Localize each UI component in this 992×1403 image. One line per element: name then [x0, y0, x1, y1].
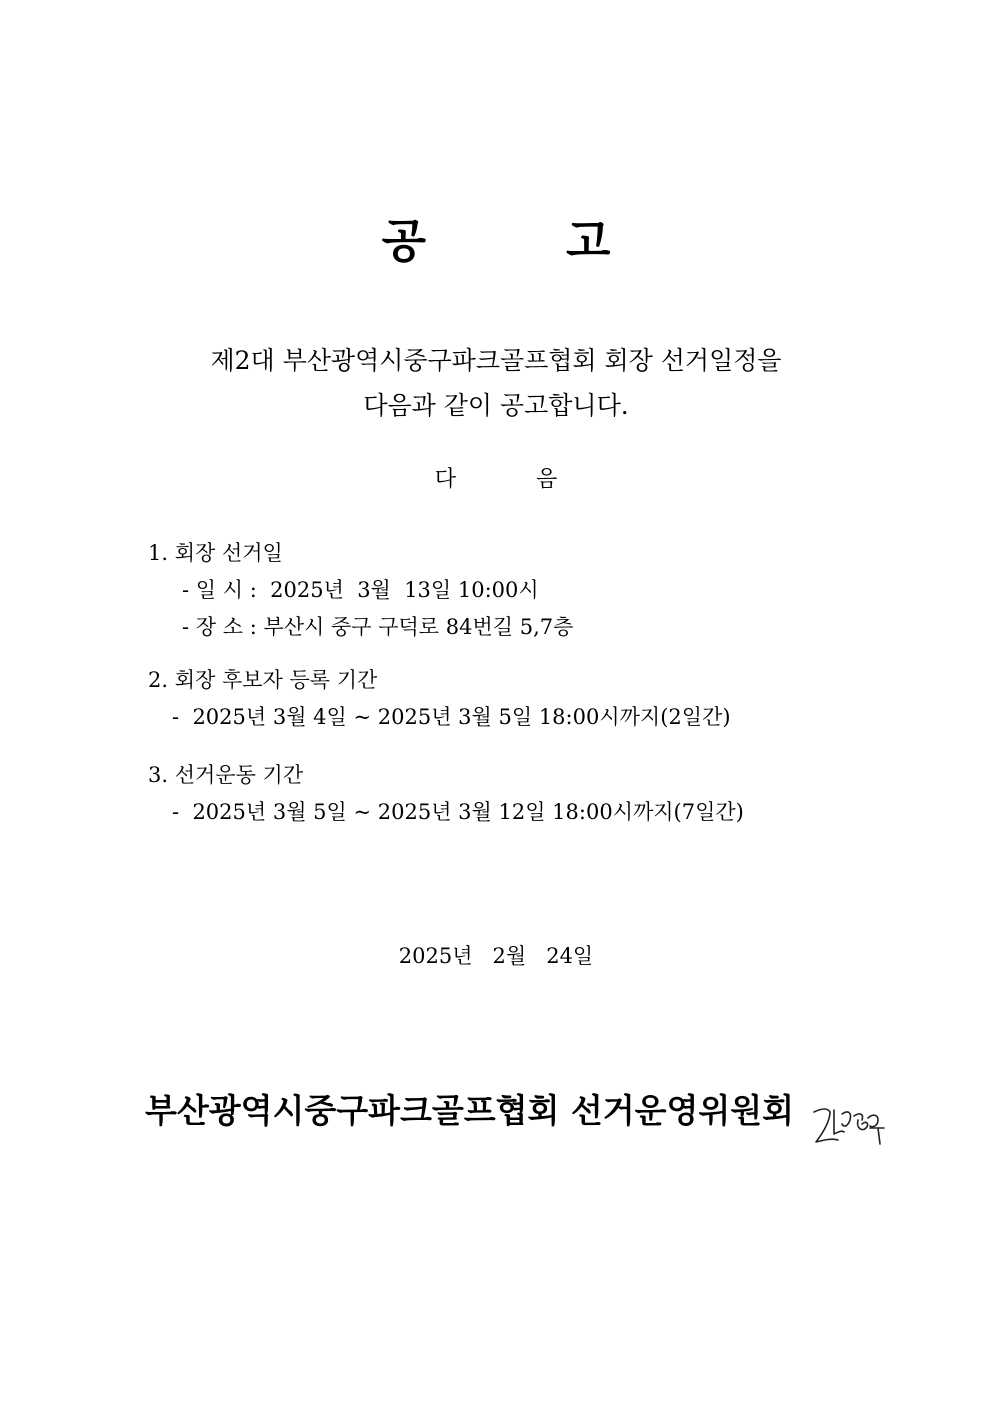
section-heading: 1. 회장 선거일 — [148, 541, 283, 565]
section-heading: 3. 선거운동 기간 — [148, 763, 304, 787]
section-campaign-period — [148, 757, 744, 831]
section-item-datetime: - 일 시 : 2025년 3월 13일 10:00시 — [182, 578, 539, 602]
intro-paragraph — [0, 338, 992, 428]
section-item-period: - 2025년 3월 4일 ~ 2025년 3월 5일 18:00시까지(2일간) — [172, 705, 731, 729]
intro-line-1: 제2대 부산광역시중구파크골프협회 회장 선거일정을 — [210, 346, 782, 375]
subhead-char-left: 다 — [434, 467, 456, 492]
section-election-day — [148, 535, 573, 646]
section-heading: 2. 회장 후보자 등록 기간 — [148, 668, 378, 692]
intro-line-2: 다음과 같이 공고합니다. — [363, 391, 629, 420]
section-candidate-registration — [148, 662, 731, 736]
subhead-char-right: 음 — [536, 467, 558, 492]
handwritten-signature-icon — [808, 1098, 894, 1168]
title-char-right: 고 — [566, 214, 611, 268]
title-char-left: 공 — [381, 214, 426, 268]
section-item-location: - 장 소 : 부산시 중구 구덕로 84번길 5,7층 — [182, 615, 574, 639]
subhead — [0, 462, 992, 493]
notice-date: 2025년 2월 24일 — [398, 944, 594, 968]
section-item-period: - 2025년 3월 5일 ~ 2025년 3월 12일 18:00시까지(7일간) — [172, 800, 744, 824]
organization-name: 부산광역시중구파크골프협회 선거운영위원회 — [145, 1091, 795, 1130]
notice-title — [0, 205, 992, 271]
